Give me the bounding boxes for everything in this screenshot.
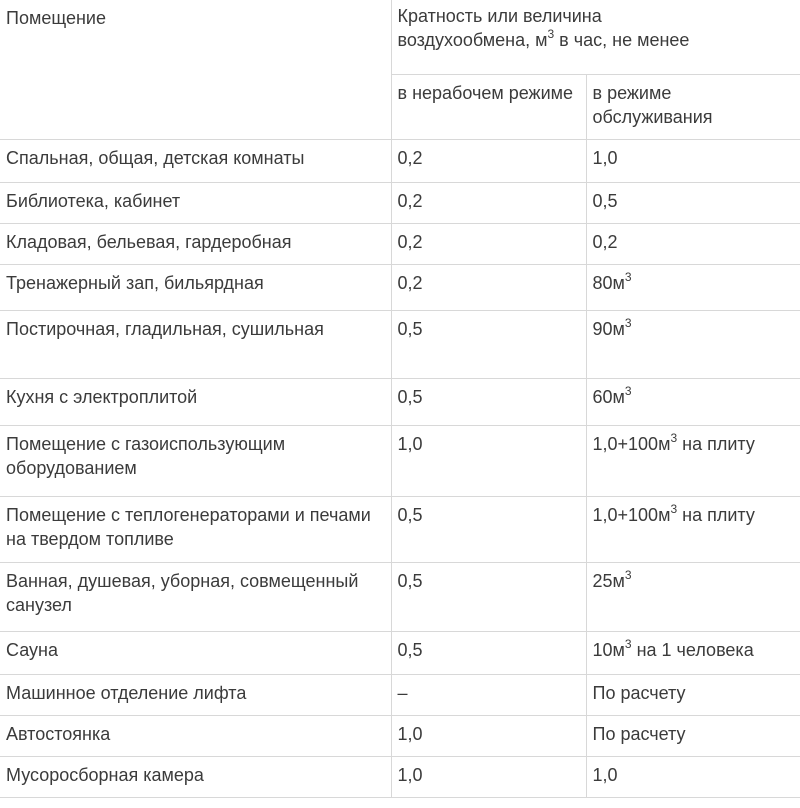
header-room: Помещение bbox=[0, 0, 391, 139]
service-rate-cell: По расчету bbox=[586, 674, 800, 715]
room-cell: Машинное отделение лифта bbox=[0, 674, 391, 715]
table-row bbox=[0, 310, 800, 378]
service-rate-cell: $80м^3$ bbox=[586, 264, 800, 310]
room-cell: Спальная, общая, детская комнаты bbox=[0, 139, 391, 182]
table-row bbox=[0, 378, 800, 425]
room-cell: Тренажерный зап, бильярдная bbox=[0, 264, 391, 310]
service-rate-cell: По расчету bbox=[586, 715, 800, 756]
service-rate-cell: $90м^3$ bbox=[586, 310, 800, 378]
idle-rate-cell: 1,0 bbox=[391, 756, 586, 797]
table-row bbox=[0, 425, 800, 496]
room-cell: Помещение с газоиспользующим оборудованием bbox=[0, 425, 391, 496]
idle-rate-cell: 0,2 bbox=[391, 182, 586, 223]
service-rate-cell: $1,0+100м^3$ на плиту bbox=[586, 425, 800, 496]
header-rate-line2: воздухообмена, $м^3$ в час, не менее bbox=[397, 27, 690, 50]
idle-rate-cell: – bbox=[391, 674, 586, 715]
idle-rate-cell: 0,2 bbox=[391, 264, 586, 310]
header-rate bbox=[391, 0, 800, 74]
table-row bbox=[0, 182, 800, 223]
table-row bbox=[0, 715, 800, 756]
idle-rate-cell: 0,5 bbox=[391, 631, 586, 674]
idle-rate-cell: 0,2 bbox=[391, 223, 586, 264]
service-rate-cell: 1,0 bbox=[586, 756, 800, 797]
idle-rate-cell: 0,5 bbox=[391, 378, 586, 425]
room-cell: Постирочная, гладильная, сушильная bbox=[0, 310, 391, 378]
table-body bbox=[0, 139, 800, 797]
idle-rate-cell: 0,5 bbox=[391, 562, 586, 631]
header-service-mode: в режиме обслуживания bbox=[586, 74, 800, 139]
idle-rate-cell: 1,0 bbox=[391, 715, 586, 756]
idle-rate-cell: 1,0 bbox=[391, 425, 586, 496]
service-rate-cell: $25м^3$ bbox=[586, 562, 800, 631]
table-row bbox=[0, 631, 800, 674]
header-rate-line1: Кратность или величина bbox=[397, 6, 602, 26]
service-rate-cell: 0,2 bbox=[586, 223, 800, 264]
idle-rate-cell: 0,2 bbox=[391, 139, 586, 182]
room-cell: Библиотека, кабинет bbox=[0, 182, 391, 223]
idle-rate-cell: 0,5 bbox=[391, 496, 586, 562]
header-row bbox=[0, 0, 800, 74]
table-row bbox=[0, 562, 800, 631]
table-row bbox=[0, 139, 800, 182]
room-cell: Кухня с электроплитой bbox=[0, 378, 391, 425]
room-cell: Автостоянка bbox=[0, 715, 391, 756]
room-cell: Сауна bbox=[0, 631, 391, 674]
service-rate-cell: $1,0+100м^3$ на плиту bbox=[586, 496, 800, 562]
table-row bbox=[0, 674, 800, 715]
room-cell: Ванная, душевая, уборная, совмещенный санузел bbox=[0, 562, 391, 631]
service-rate-cell: $60м^3$ bbox=[586, 378, 800, 425]
table-row bbox=[0, 223, 800, 264]
room-cell: Мусоросборная камера bbox=[0, 756, 391, 797]
idle-rate-cell: 0,5 bbox=[391, 310, 586, 378]
room-cell: Помещение с теплогенераторами и печами на твердом топливе bbox=[0, 496, 391, 562]
table-row bbox=[0, 496, 800, 562]
header-idle-mode: в нерабочем режиме bbox=[391, 74, 586, 139]
table-row bbox=[0, 264, 800, 310]
table-row bbox=[0, 756, 800, 797]
room-cell: Кладовая, бельевая, гардеробная bbox=[0, 223, 391, 264]
service-rate-cell: $10м^3$ на 1 человека bbox=[586, 631, 800, 674]
service-rate-cell: 1,0 bbox=[586, 139, 800, 182]
service-rate-cell: 0,5 bbox=[586, 182, 800, 223]
